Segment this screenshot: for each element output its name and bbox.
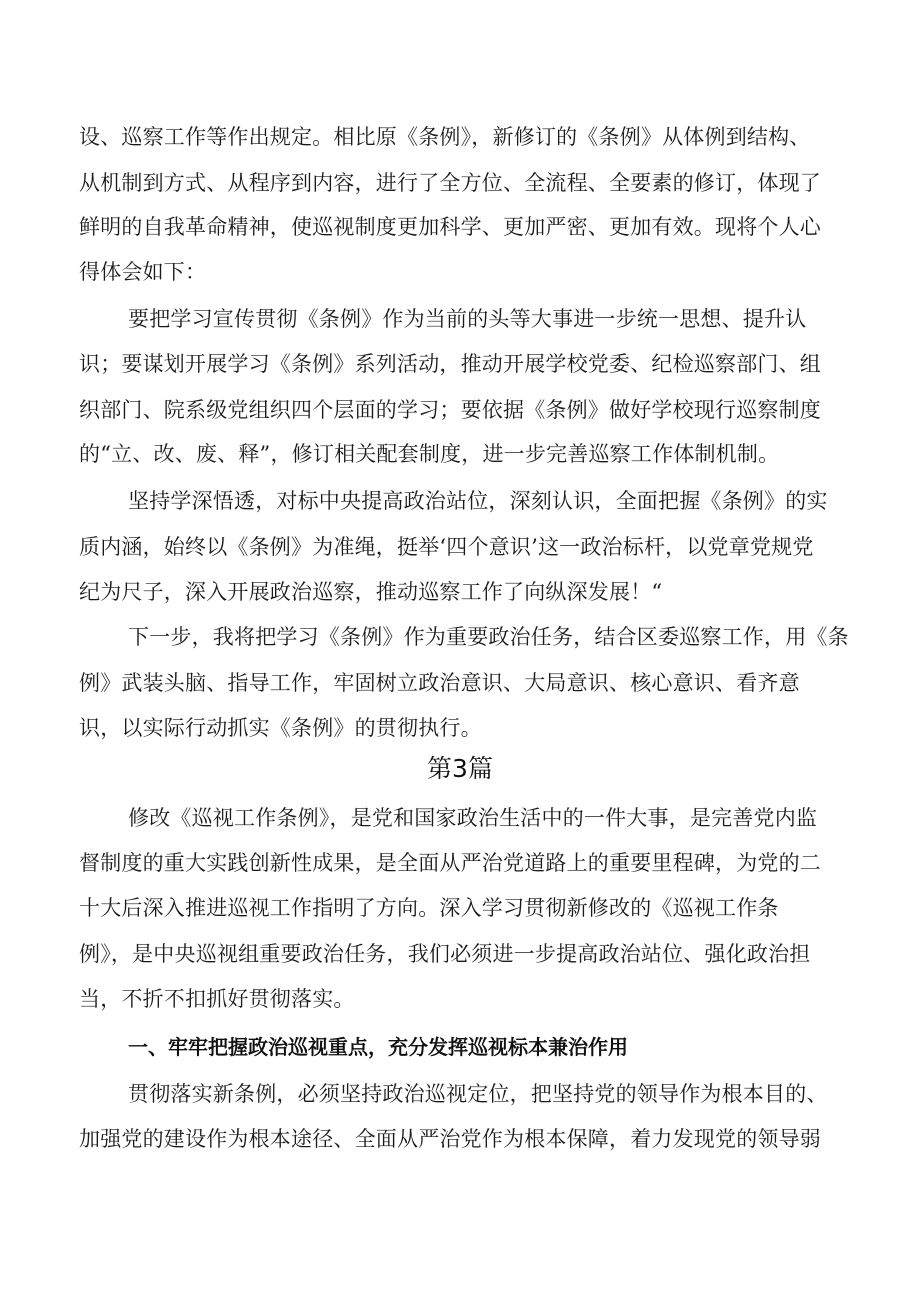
subheading: 一、牢牢把握政治巡视重点，充分发挥巡视标本兼治作用 (128, 1035, 628, 1059)
text-line: 加强党的建设作为根本途径、全面从严治党作为根本保障，着力发现党的领导弱 (79, 1127, 821, 1151)
text-line: 纪为尺子，深入开展政治巡察，推动巡察工作了向纵深发展！“ (79, 580, 663, 604)
text-line: 下一步，我将把学习《条例》作为重要政治任务，结合区委巡察工作，用《条 (128, 625, 849, 649)
text-line: 设、巡察工作等作出规定。相比原《条例》，新修订的《条例》从体例到结构、 (79, 125, 811, 149)
text-line: 从机制到方式、从程序到内容，进行了全方位、全流程、全要素的修订，体现了 (79, 171, 821, 195)
text-line: 例》，是中央巡视组重要政治任务，我们必须进一步提高政治站位、强化政治担 (79, 942, 811, 966)
text-line: 当，不折不扣抓好贯彻落实。 (79, 987, 355, 1011)
text-line: 贯彻落实新条例，必须坚持政治巡视定位，把坚持党的领导作为根本目的、 (128, 1082, 828, 1106)
text-line: 的“立、改、废、释”，修订相关配套制度，进一步完善巡察工作体制机制。 (79, 442, 780, 466)
text-line: 质内涵，始终以《条例》为准绳，挺举‘四个意识’这一政治标杆，以党章党规党 (79, 535, 814, 559)
text-line: 修改《巡视工作条例》，是党和国家政治生活中的一件大事，是完善党内监 (128, 806, 818, 830)
text-line: 督制度的重大实践创新性成果，是全面从严治党道路上的重要里程碑，为党的二 (79, 851, 821, 875)
text-line: 织部门、院系级党组织四个层面的学习；要依据《条例》做好学校现行巡察制度 (79, 398, 821, 422)
text-line: 鲜明的自我革命精神，使巡视制度更加科学、更加严密、更加有效。现将个人心 (79, 215, 821, 239)
text-line: 例》武装头脑、指导工作，牢固树立政治意识、大局意识、核心意识、看齐意 (79, 671, 800, 695)
section-title: 第3篇 (427, 754, 493, 783)
text-line: 坚持学深悟透，对标中央提高政治站位，深刻认识，全面把握《条例》的实 (128, 489, 828, 513)
text-line: 得体会如下： (79, 260, 207, 284)
text-line: 要把学习宣传贯彻《条例》作为当前的头等大事进一步统一思想、提升认 (128, 307, 807, 331)
text-line: 十大后深入推进巡视工作指明了方向。深入学习贯彻新修改的《巡视工作条 (79, 896, 779, 920)
text-line: 识；要谋划开展学习《条例》系列活动，推动开展学校党委、纪检巡察部门、组 (79, 352, 821, 376)
text-line: 识，以实际行动抓实《条例》的贯彻执行。 (79, 716, 482, 740)
